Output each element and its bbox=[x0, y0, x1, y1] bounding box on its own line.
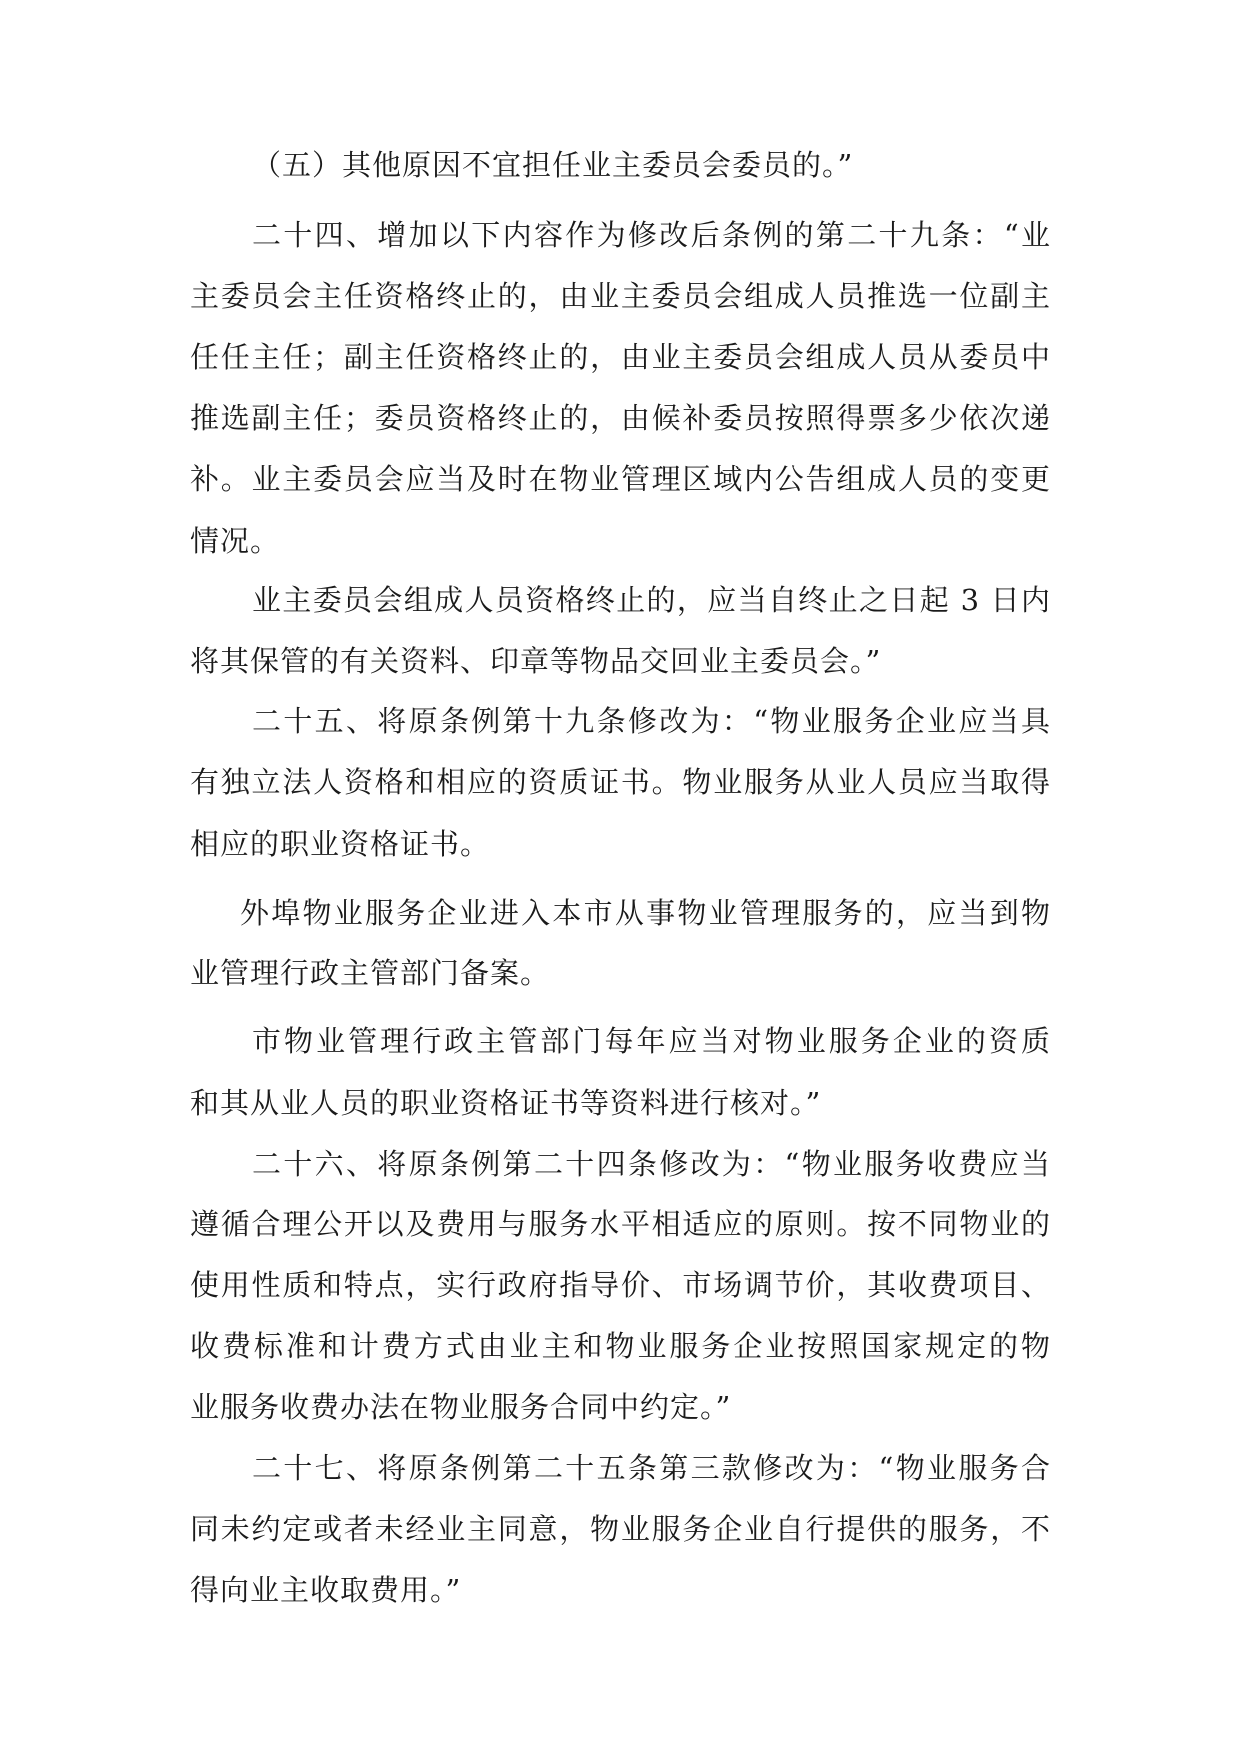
text-line: 主委员会主任资格终止的，由业主委员会组成人员推选一位副主 bbox=[190, 279, 1051, 313]
text-line: 有独立法人资格和相应的资质证书。物业服务从业人员应当取得 bbox=[190, 765, 1051, 799]
text-line: 二十四、增加以下内容作为修改后条例的第二十九条：“业 bbox=[252, 218, 1051, 252]
text-line: 遵循合理公开以及费用与服务水平相适应的原则。按不同物业的 bbox=[190, 1207, 1051, 1241]
text-line: 相应的职业资格证书。 bbox=[190, 827, 491, 861]
text-line: 情况。 bbox=[190, 524, 281, 558]
text-line: 将其保管的有关资料、印章等物品交回业主委员会。” bbox=[190, 644, 882, 678]
text-line: 和其从业人员的职业资格证书等资料进行核对。” bbox=[190, 1086, 822, 1120]
text-line: 二十七、将原条例第二十五条第三款修改为：“物业服务合 bbox=[252, 1451, 1051, 1485]
text-line: 补。业主委员会应当及时在物业管理区域内公告组成人员的变更 bbox=[190, 462, 1051, 496]
text-line: 使用性质和特点，实行政府指导价、市场调节价，其收费项目、 bbox=[190, 1268, 1051, 1302]
text-line: 业主委员会组成人员资格终止的，应当自终止之日起 3 日内 bbox=[252, 583, 1051, 617]
text-line: 同未约定或者未经业主同意，物业服务企业自行提供的服务，不 bbox=[190, 1512, 1051, 1546]
text-line: 市物业管理行政主管部门每年应当对物业服务企业的资质 bbox=[252, 1024, 1051, 1058]
text-line: 业服务收费办法在物业服务合同中约定。” bbox=[190, 1390, 732, 1424]
text-line: 得向业主收取费用。” bbox=[190, 1573, 462, 1607]
text-line: 任任主任；副主任资格终止的，由业主委员会组成人员从委员中 bbox=[190, 340, 1051, 374]
text-line: 收费标准和计费方式由业主和物业服务企业按照国家规定的物 bbox=[190, 1329, 1051, 1363]
text-line: 业管理行政主管部门备案。 bbox=[190, 956, 551, 990]
text-line: 二十五、将原条例第十九条修改为：“物业服务企业应当具 bbox=[252, 704, 1051, 738]
text-line: 推选副主任；委员资格终止的，由候补委员按照得票多少依次递 bbox=[190, 401, 1051, 435]
text-line: 外埠物业服务企业进入本市从事物业管理服务的，应当到物 bbox=[240, 896, 1051, 930]
text-line: 二十六、将原条例第二十四条修改为：“物业服务收费应当 bbox=[252, 1147, 1051, 1181]
text-line: （五）其他原因不宜担任业主委员会委员的。” bbox=[252, 148, 854, 182]
